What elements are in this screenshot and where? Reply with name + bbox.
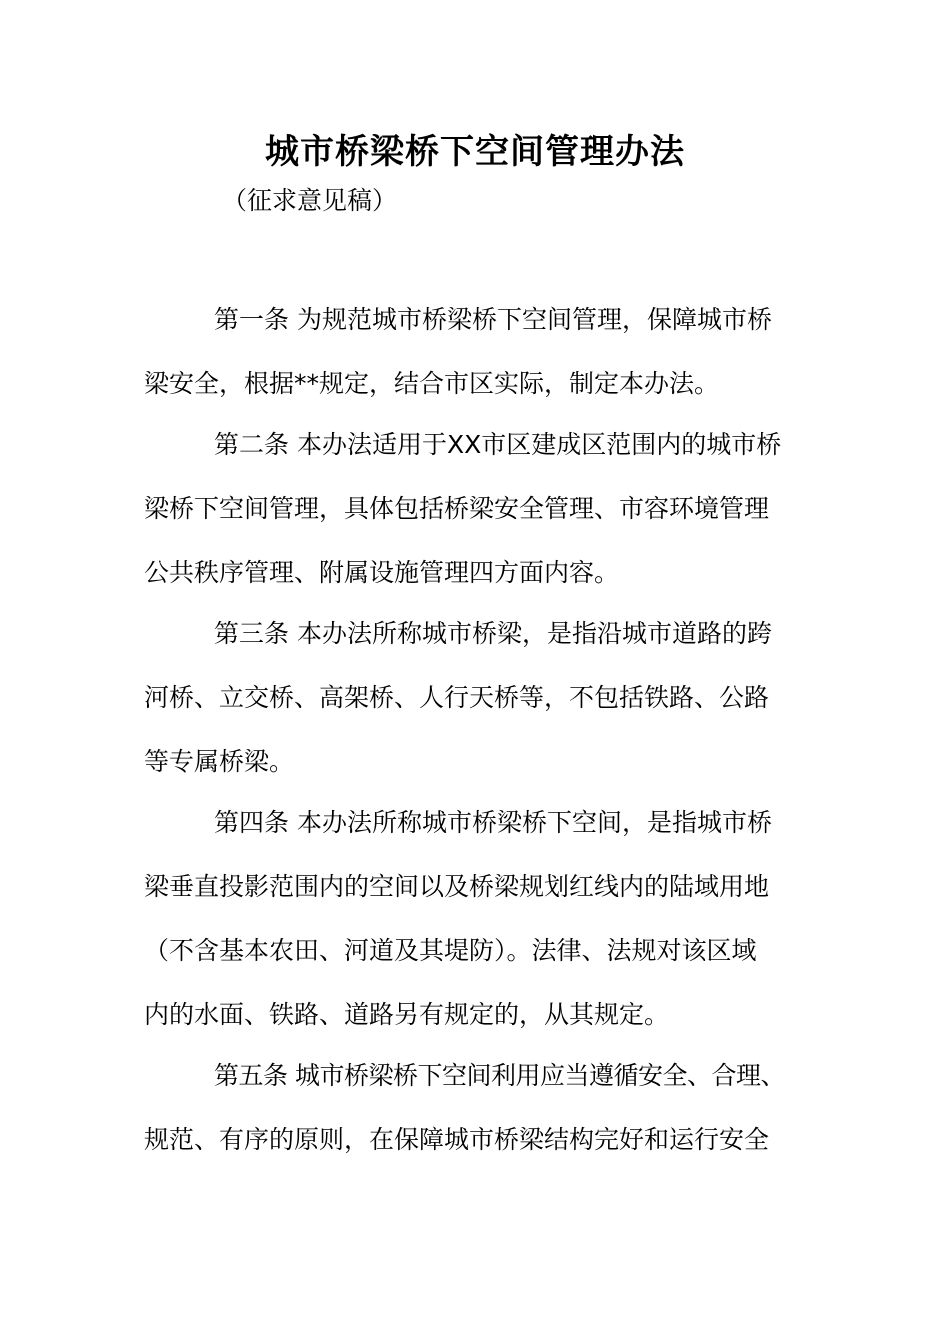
- article-1-line-2: 梁安全，根据**规定，结合市区实际，制定本办法。: [144, 369, 720, 398]
- article-3-line-2: 河桥、立交桥、高架桥、人行天桥等，不包括铁路、公路: [144, 683, 770, 712]
- document-title: 城市桥梁桥下空间管理办法: [265, 132, 685, 172]
- article-4-line-4: 内的水面、铁路、道路另有规定的，从其规定。: [144, 1000, 670, 1029]
- article-2-line-1: 第二条 本办法适用于XX市区建成区范围内的城市桥: [214, 430, 782, 459]
- article-4-line-1: 第四条 本办法所称城市桥梁桥下空间，是指城市桥: [214, 808, 772, 837]
- article-3-line-3: 等专属桥梁。: [144, 747, 295, 776]
- article-3-line-1: 第三条 本办法所称城市桥梁，是指沿城市道路的跨: [214, 619, 772, 648]
- document-subtitle: （征求意见稿）: [222, 186, 398, 215]
- article-5-line-2: 规范、有序的原则，在保障城市桥梁结构完好和运行安全: [144, 1125, 770, 1154]
- article-4-line-2: 梁垂直投影范围内的空间以及桥梁规划红线内的陆域用地: [144, 872, 770, 901]
- article-5-line-1: 第五条 城市桥梁桥下空间利用应当遵循安全、合理、: [214, 1061, 785, 1090]
- article-4-line-3: （不含基本农田、河道及其堤防）。法律、法规对该区域: [144, 936, 757, 965]
- article-2-line-2: 梁桥下空间管理，具体包括桥梁安全管理、市容环境管理: [144, 494, 770, 523]
- article-2-line-3: 公共秩序管理、附属设施管理四方面内容。: [144, 558, 620, 587]
- article-1-line-1: 第一条 为规范城市桥梁桥下空间管理，保障城市桥: [214, 305, 772, 334]
